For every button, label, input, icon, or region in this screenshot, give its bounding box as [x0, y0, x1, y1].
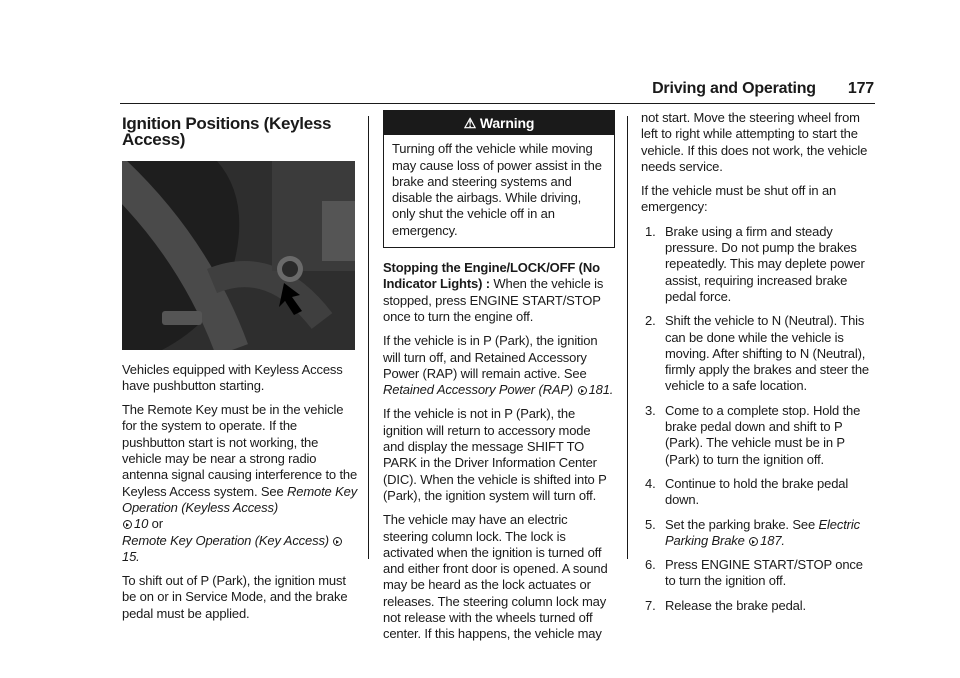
paragraph-text: When the vehicle is stopped, press ENGINE START/STOP once to turn the engine off.	[383, 276, 604, 324]
step-text-part: Set the parking brake. See	[665, 516, 819, 532]
page-ref-icon	[333, 537, 342, 546]
step-number: 2.	[645, 313, 656, 329]
page-header	[612, 80, 874, 98]
column-2	[383, 110, 615, 651]
step-text: Come to a complete stop. Hold the brake pedal down and shift to P (Park). The vehicle must be in P (Park) to turn the ignition off.	[665, 402, 861, 467]
subheading: Stopping the Engine/LOCK/OFF (No Indicator Lights) :	[383, 260, 600, 292]
step-number: 1.	[645, 223, 656, 239]
column-divider	[368, 116, 369, 559]
warning-box	[383, 110, 615, 248]
page-reference[interactable]: 187.	[760, 532, 785, 548]
cross-reference[interactable]: Electric Parking Brake	[665, 516, 860, 548]
step-number: 7.	[645, 597, 656, 613]
step-number: 6.	[645, 557, 656, 573]
paragraph-text: If the vehicle is in P (Park), the ignition will turn off, and Retained Accessory Power (RAP) will remain active. See	[383, 333, 598, 381]
list-item	[641, 517, 876, 550]
section-heading: Ignition Positions (Keyless Access)	[122, 114, 332, 150]
paragraph	[383, 333, 615, 398]
list-item	[641, 224, 876, 305]
emergency-steps-list	[641, 224, 876, 614]
step-number: 3.	[645, 402, 656, 418]
page-reference[interactable]: 10	[134, 516, 149, 532]
list-item	[641, 313, 876, 394]
cross-reference[interactable]: Retained Accessory Power (RAP)	[383, 382, 574, 398]
paragraph: To shift out of P (Park), the ignition must be on or in Service Mode, and the brake pedal must be applied.	[122, 573, 348, 621]
section-title: Driving and Operating	[652, 80, 816, 97]
step-text: Shift the vehicle to N (Neutral). This can be done while the vehicle is moving. After shifting to N (Neutral), firmly apply the brakes and steer the vehicle to a safe location.	[665, 313, 869, 394]
warning-text: Turning off the vehicle while moving may cause loss of power assist in the brake and steering systems and disable the airbags. While driving, only shut the vehicle off in an emergency.	[392, 141, 602, 238]
step-number: 4.	[645, 475, 656, 491]
paragraph	[122, 402, 358, 565]
step-number: 5.	[645, 516, 656, 532]
paragraph-text: or	[148, 516, 163, 532]
paragraph: not start. Move the steering wheel from left to right while attempting to start the vehicle. If this does not work, the vehicle needs service.	[641, 110, 868, 174]
header-rule	[120, 103, 875, 104]
paragraph-text: The Remote Key must be in the vehicle for the system to operate. If the pushbutton start is not working, the vehicle may be near a strong radio antenna signal causing interference to the Keyless Access system. See	[122, 402, 358, 499]
paragraph: If the vehicle is not in P (Park), the ignition will return to accessory mode and display the message SHIFT TO PARK in the Driver Information Center (DIC). When the vehicle is shifted into P (Park), the ignition system will turn off.	[383, 406, 607, 503]
page-number: 177	[847, 80, 874, 97]
column-3	[641, 110, 876, 622]
warning-title: Warning	[479, 115, 535, 131]
paragraph: The vehicle may have an electric steering column lock. The lock is activated when the ignition is turned off and either front door is opened. A sound may be heard as the lock actuates or releases. The steering column lock may not release with the wheels turned off center. If this happens, the vehicle may	[383, 512, 608, 642]
list-item	[641, 557, 876, 590]
page-reference[interactable]: 15.	[122, 548, 140, 564]
cross-reference[interactable]: Remote Key Operation (Keyless Access)	[122, 483, 358, 515]
keyless-ignition-photo	[122, 161, 355, 350]
cross-reference[interactable]: Remote Key Operation (Key Access)	[122, 532, 329, 548]
step-text: Press ENGINE START/STOP once to turn the ignition off.	[665, 557, 863, 589]
list-item	[641, 476, 876, 509]
warning-header	[384, 111, 614, 135]
list-item	[641, 403, 876, 468]
paragraph	[383, 260, 615, 325]
page-ref-icon	[123, 520, 132, 529]
page-ref-icon	[749, 537, 758, 546]
step-text: Continue to hold the brake pedal down.	[665, 475, 849, 508]
step-text	[665, 517, 876, 550]
column-divider	[627, 116, 628, 559]
column-1	[122, 110, 358, 630]
warning-icon: ⚠	[463, 115, 477, 131]
step-text: Release the brake pedal.	[665, 597, 806, 613]
page-ref-icon	[578, 386, 587, 395]
paragraph: Vehicles equipped with Keyless Access have pushbutton starting.	[122, 361, 343, 393]
paragraph: If the vehicle must be shut off in an emergency:	[641, 183, 837, 215]
step-text: Brake using a firm and steady pressure. Do not pump the brakes repeatedly. This may deplete power assist, requiring increased brake pedal force.	[665, 223, 865, 304]
page-reference[interactable]: 181.	[588, 382, 614, 398]
list-item	[641, 598, 876, 614]
